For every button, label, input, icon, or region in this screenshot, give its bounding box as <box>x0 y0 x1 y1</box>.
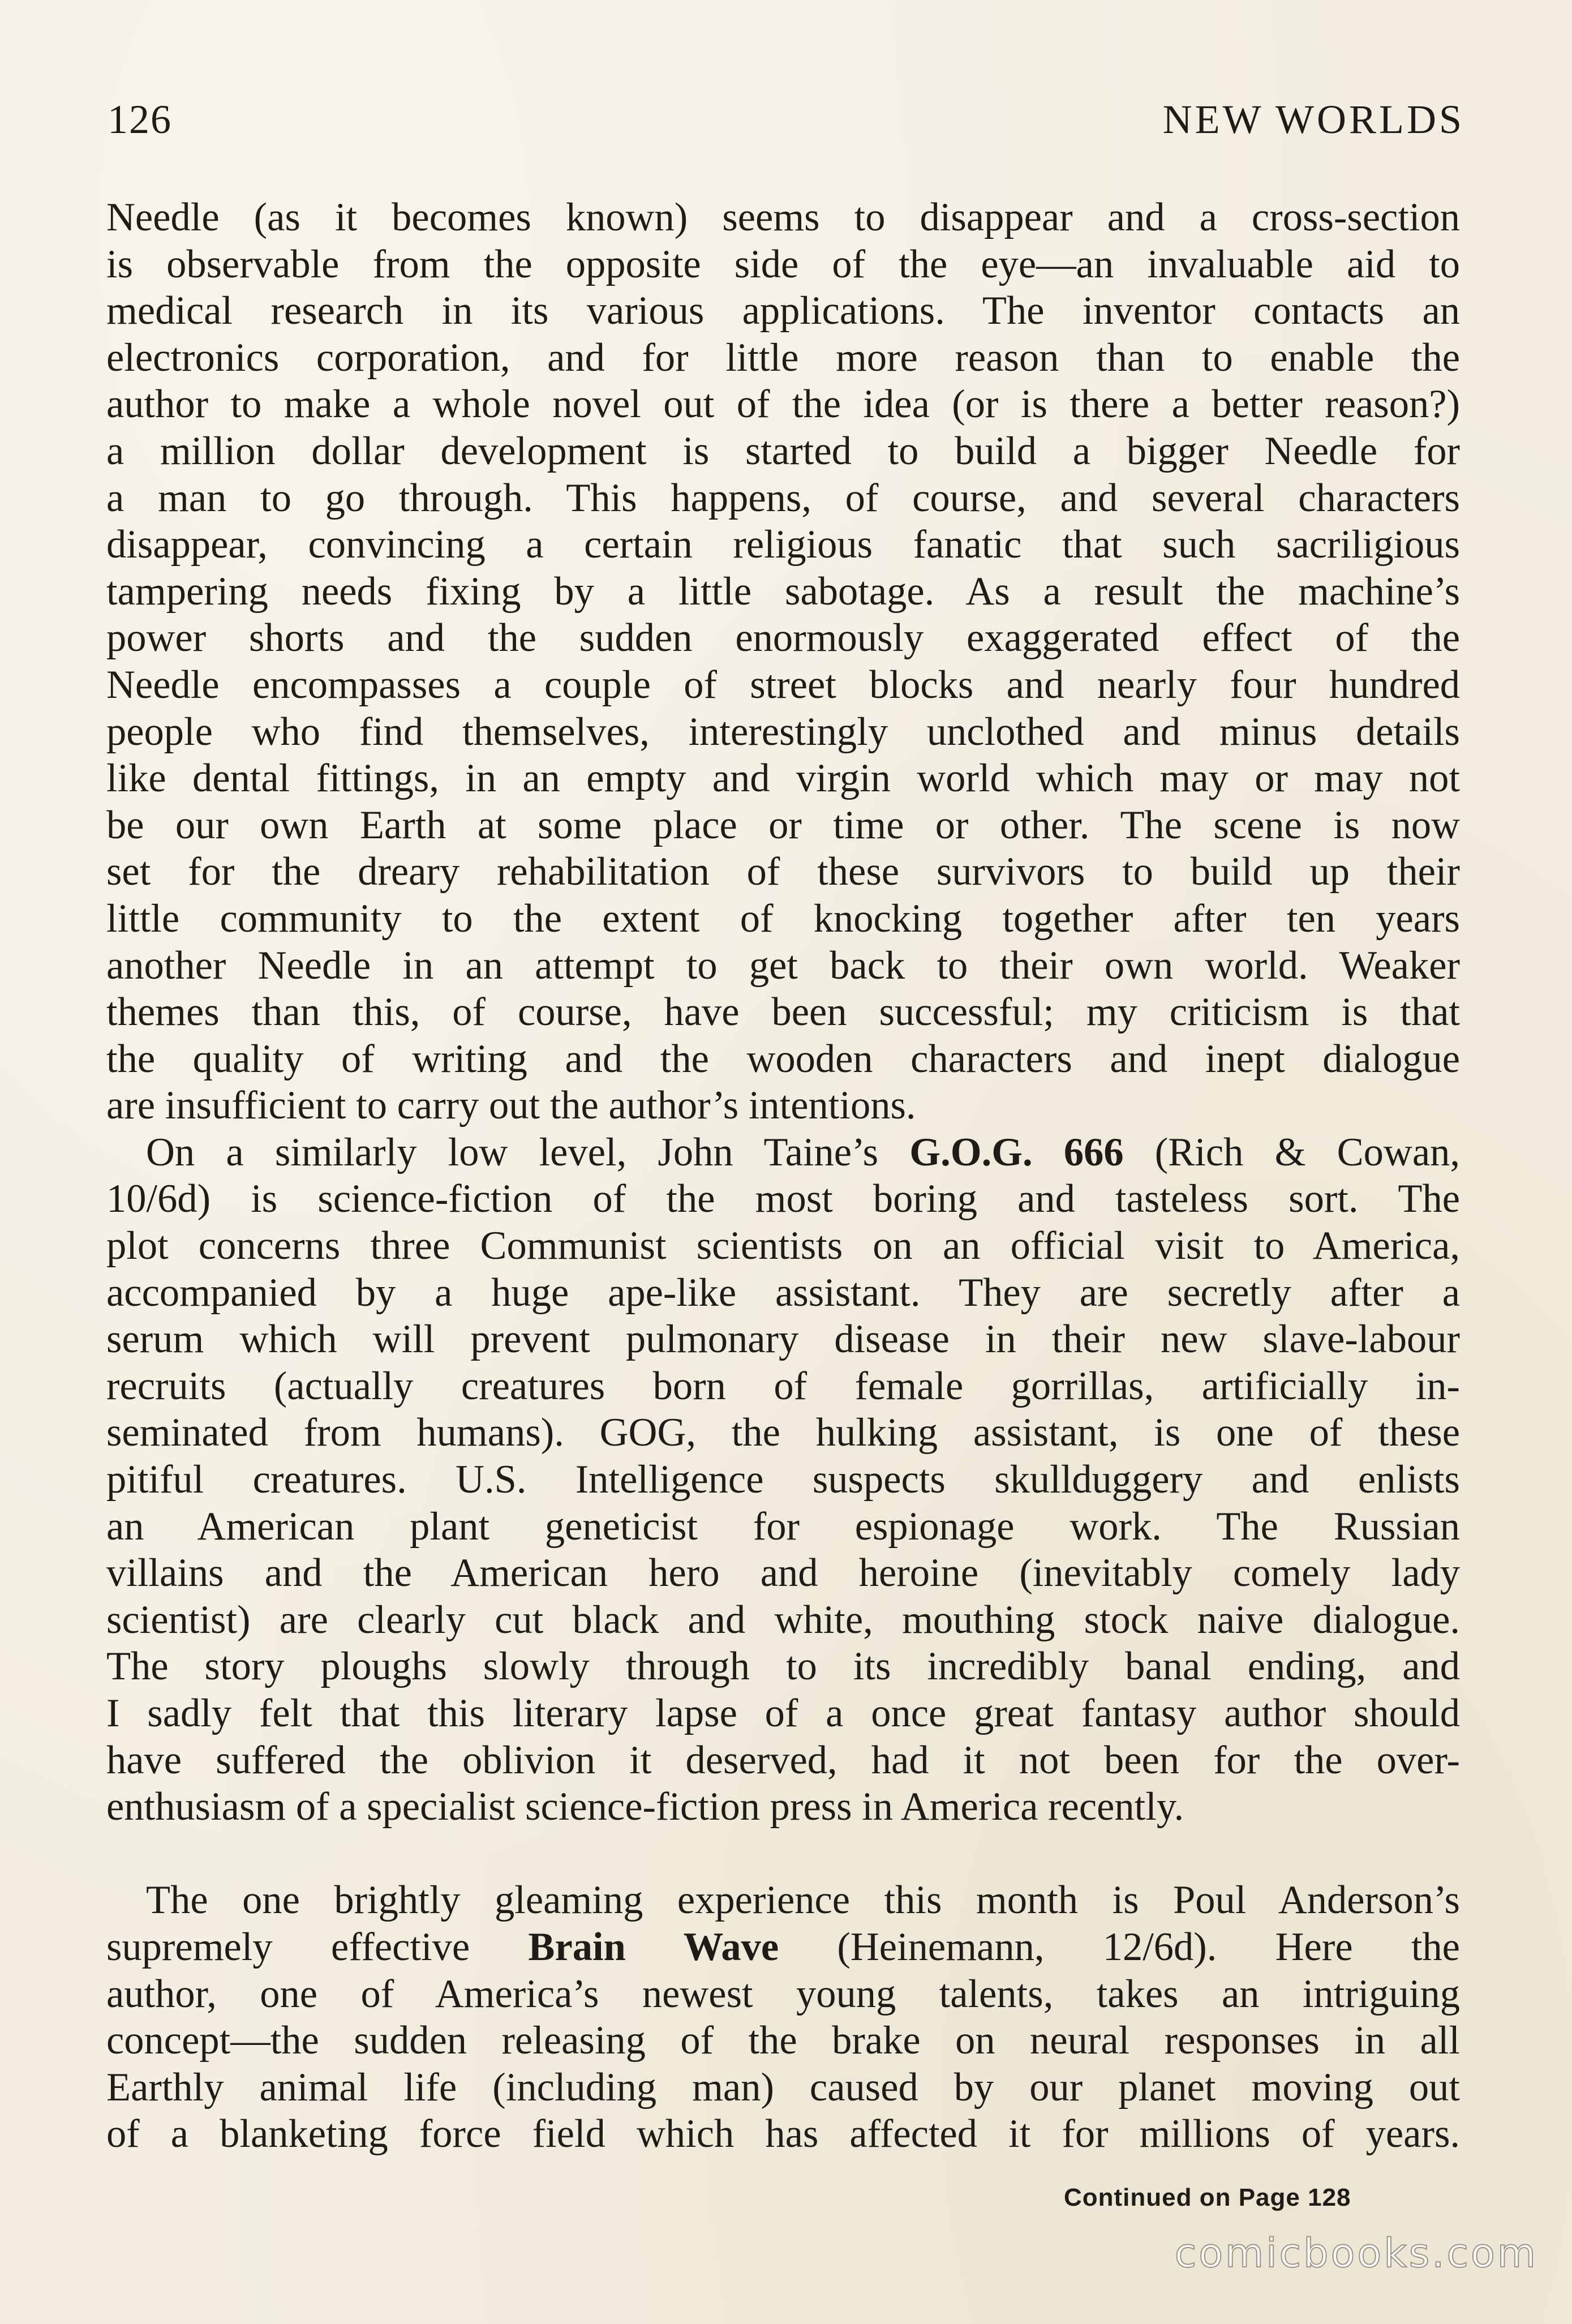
text-line: Earthly animal life (including man) caused by our planet moving out <box>106 2065 1460 2109</box>
text-line: accompanied by a huge ape-like assistant. They are secretly after a <box>106 1270 1460 1315</box>
page-number: 126 <box>108 97 172 142</box>
text-line: another Needle in an attempt to get back to their own world. Weaker <box>106 943 1460 988</box>
book-title: G.O.G. 666 <box>909 1130 1124 1174</box>
text-run: supremely effective <box>106 1924 529 1969</box>
book-title: Brain Wave <box>528 1924 779 1969</box>
text-line: medical research in its various applications. The inventor contacts an <box>106 289 1460 333</box>
article-body <box>106 194 1460 2158</box>
text-line: of a blanketing force field which has affected it for millions of years. <box>106 2112 1460 2156</box>
text-line: a million dollar development is started to build a bigger Needle for <box>106 428 1460 473</box>
text-line: tampering needs fixing by a little sabotage. As a result the machine’s <box>106 569 1460 614</box>
watermark: comicbooks.com <box>1174 2230 1538 2276</box>
text-run: (Rich & Cowan, <box>1123 1130 1460 1174</box>
text-line: disappear, convincing a certain religious fanatic that such sacriligious <box>106 522 1460 567</box>
section-break <box>106 1830 1460 1877</box>
text-line: is observable from the opposite side of the eye—an invaluable aid to <box>106 242 1460 286</box>
text-line: villains and the American hero and heroine (inevitably comely lady <box>106 1551 1460 1596</box>
running-head: NEW WORLDS <box>1162 97 1464 142</box>
text-line: electronics corporation, and for little more reason than to enable the <box>106 335 1460 380</box>
text-line: Needle encompasses a couple of street blocks and nearly four hundred <box>106 662 1460 707</box>
text-line: recruits (actually creatures born of female gorrillas, artificially in- <box>106 1363 1460 1408</box>
text-line <box>106 1924 1460 1971</box>
text-line: little community to the extent of knocking together after ten years <box>106 896 1460 941</box>
text-line: Needle (as it becomes known) seems to disappear and a cross-section <box>106 195 1460 239</box>
text-line: an American plant geneticist for espionage work. The Russian <box>106 1504 1460 1549</box>
text-line: serum which will prevent pulmonary disease in their new slave-labour <box>106 1317 1460 1362</box>
text-line: I sadly felt that this literary lapse of a once great fantasy author should <box>106 1691 1460 1735</box>
text-line: concept—the sudden releasing of the brake on neural responses in all <box>106 2018 1460 2063</box>
text-run: (Heinemann, 12/6d). Here the <box>779 1924 1460 1969</box>
text-line: The story ploughs slowly through to its incredibly banal ending, and <box>106 1644 1460 1689</box>
text-line: have suffered the oblivion it deserved, had it not been for the over- <box>106 1738 1460 1782</box>
text-line: be our own Earth at some place or time or other. The scene is now <box>106 803 1460 847</box>
text-line: themes than this, of course, have been successful; my criticism is that <box>106 990 1460 1035</box>
text-line: 10/6d) is science-fiction of the most boring and tasteless sort. The <box>106 1177 1460 1221</box>
text-line: pitiful creatures. U.S. Intelligence suspects skullduggery and enlists <box>106 1457 1460 1502</box>
text-line: plot concerns three Communist scientists on an official visit to America, <box>106 1224 1460 1268</box>
text-line: people who find themselves, interestingly unclothed and minus details <box>106 709 1460 754</box>
page-header <box>108 96 1464 158</box>
text-line: are insufficient to carry out the author’s intentions. <box>106 1083 916 1128</box>
text-line: author, one of America’s newest young talents, takes an intriguing <box>106 1971 1460 2016</box>
text-line: like dental fittings, in an empty and virgin world which may or may not <box>106 756 1460 801</box>
text-line: enthusiasm of a specialist science-fiction press in America recently. <box>106 1785 1184 1829</box>
text-run: On a similarly low level, John Taine’s <box>146 1130 910 1174</box>
text-line: power shorts and the sudden enormously exaggerated effect of the <box>106 616 1460 661</box>
paragraph-first-line <box>106 1129 1460 1176</box>
paragraph-first-line: The one brightly gleaming experience this month is Poul Anderson’s <box>146 1878 1460 1923</box>
text-line: a man to go through. This happens, of course, and several characters <box>106 475 1460 520</box>
text-line: author to make a whole novel out of the idea (or is there a better reason?) <box>106 382 1460 427</box>
continued-note: Continued on Page 128 <box>1064 2184 1351 2211</box>
text-line: seminated from humans). GOG, the hulking assistant, is one of these <box>106 1410 1460 1455</box>
text-line: set for the dreary rehabilitation of these survivors to build up their <box>106 850 1460 894</box>
text-line: the quality of writing and the wooden characters and inept dialogue <box>106 1036 1460 1081</box>
text-line: scientist) are clearly cut black and white, mouthing stock naive dialogue. <box>106 1597 1460 1642</box>
